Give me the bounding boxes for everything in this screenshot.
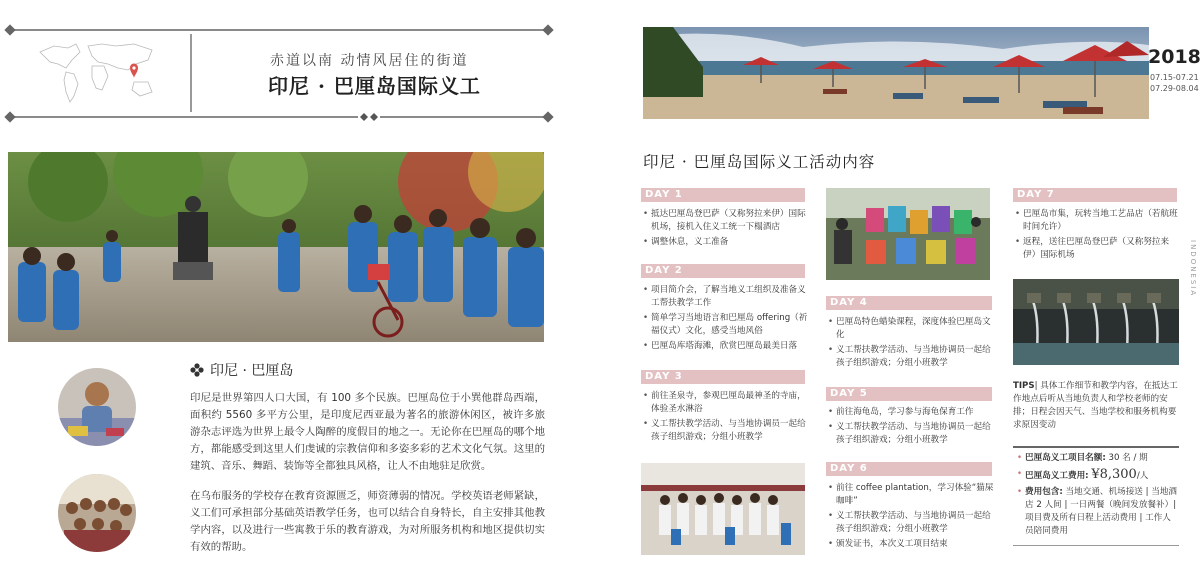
list-item: • 巴厘岛库塔海滩，欣赏巴厘岛最美日落 xyxy=(643,340,808,353)
day-5-label: DAY 5 xyxy=(826,387,992,401)
avatar-child-photo xyxy=(58,368,136,446)
list-item: • 前往 coffee plantation，学习体验“猫屎咖啡” xyxy=(828,482,994,508)
day-3-list xyxy=(643,390,808,446)
includes-value: 当地交通、机场接送 | 当地酒店 2 人间 | 一日两餐（晚间发放餐补）| 项目费及所有日程上活动费用 | 工作人员陪同费用 xyxy=(1025,487,1178,536)
day-5-list xyxy=(828,406,994,449)
section-title: 印尼 · 巴厘岛 xyxy=(210,363,294,379)
day-6-label: DAY 6 xyxy=(826,462,992,476)
list-item: • 项目简介会，了解当地义工组织及准备义工帮扶教学工作 xyxy=(643,284,808,310)
batik-paintings-photo xyxy=(826,188,990,280)
list-item: • 抵达巴厘岛登巴萨（又称努拉来伊）国际机场，接机入住义工统一下榻酒店 xyxy=(643,208,808,234)
date-range-2: 07.29-08.04 xyxy=(1150,84,1199,93)
flower-icon xyxy=(190,363,204,377)
day-7-label: DAY 7 xyxy=(1013,188,1177,202)
location-pin-icon xyxy=(130,64,138,79)
quota-value: 30 名 / 期 xyxy=(1108,453,1148,463)
tips-label: TIPS xyxy=(1013,381,1035,391)
list-item: • 义工帮扶教学活动、与当地协调员一起给孩子组织游戏；分组小班教学 xyxy=(828,510,994,536)
quota-label: 巴厘岛义工项目名额: xyxy=(1025,453,1106,463)
list-item: • 义工帮扶教学活动、与当地协调员一起给孩子组织游戏；分组小班教学 xyxy=(828,344,994,370)
beach-photo xyxy=(643,27,1149,119)
page-title: 印尼 · 巴厘岛国际义工 xyxy=(268,74,481,98)
list-item: • 简单学习当地语言和巴厘岛 offering（祈福仪式）文化，感受当地风俗 xyxy=(643,312,808,338)
rule-end-dot xyxy=(4,24,15,35)
right-page xyxy=(600,0,1204,563)
fee-value: ¥8,300 xyxy=(1091,467,1137,482)
world-map-icon xyxy=(36,38,162,108)
day-7-list xyxy=(1015,208,1181,264)
day-6-list xyxy=(828,482,994,553)
list-item: • 返程，送往巴厘岛登巴萨（又称努拉来伊）国际机场 xyxy=(1015,236,1181,262)
list-item: • 义工帮扶教学活动、与当地协调员一起给孩子组织游戏；分组小班教学 xyxy=(643,418,808,444)
list-item: • 前往圣泉寺，参观巴厘岛最神圣的寺庙，体验圣水淋浴 xyxy=(643,390,808,416)
day-3-label: DAY 3 xyxy=(641,370,805,384)
rule-end-dot xyxy=(542,111,553,122)
group-photo xyxy=(641,463,805,555)
year-label: 2018 xyxy=(1148,46,1201,68)
header-divider xyxy=(190,34,192,112)
header-bottom-rule xyxy=(8,116,550,118)
rule-end-dot xyxy=(542,24,553,35)
tips-text: | 具体工作细节和教学内容，在抵达工作地点后听从当地负责人和学校老师的安排；日程会因天气、当地学校和服务机构要求原因变动 xyxy=(1013,381,1178,430)
tips-note xyxy=(1013,380,1179,432)
day-2-list xyxy=(643,284,808,355)
day-2-label: DAY 2 xyxy=(641,264,805,278)
day-4-label: DAY 4 xyxy=(826,296,992,310)
list-item: • 巴厘岛市集，玩转当地工艺品店（若航班时间允许） xyxy=(1015,208,1181,234)
day-4-list xyxy=(828,316,994,372)
fee-label: 巴厘岛义工费用: xyxy=(1025,471,1089,481)
list-item: • 调整休息，义工准备 xyxy=(643,236,808,249)
day-1-list xyxy=(643,208,808,251)
date-ranges xyxy=(1150,72,1199,94)
project-info-box xyxy=(1013,446,1179,546)
vertical-country-label: INDONESIA xyxy=(1189,240,1197,298)
school-paragraph: 在乌布服务的学校存在教育资源匮乏，师资薄弱的情况。学校英语老师紧缺，义工们可承担部分基础英语教学任务，也可以结合自身特长，自主安排其他教学内容，以及进行一些寓教于乐的教育游戏，为对所服务机构和地区提供切实有效的帮助。 xyxy=(190,490,545,553)
quota-row xyxy=(1017,452,1179,465)
fee-row xyxy=(1017,468,1179,483)
rule-end-dot xyxy=(4,111,15,122)
list-item: • 前往海龟岛，学习参与海龟保育工作 xyxy=(828,406,994,419)
fee-unit: /人 xyxy=(1136,471,1149,481)
day-1-label: DAY 1 xyxy=(641,188,805,202)
list-item: • 义工帮扶教学活动、与当地协调员一起给孩子组织游戏；分组小班教学 xyxy=(828,421,994,447)
date-range-1: 07.15-07.21 xyxy=(1150,73,1199,82)
street-children-photo xyxy=(8,152,544,342)
ornament-icon xyxy=(358,112,380,122)
section-heading xyxy=(190,360,293,380)
itinerary-title: 印尼 · 巴厘岛国际义工活动内容 xyxy=(643,153,876,171)
list-item: • 颁发证书，本次义工项目结束 xyxy=(828,538,994,551)
includes-row xyxy=(1017,486,1179,538)
list-item: • 巴厘岛特色蜡染课程，深度体验巴厘岛文化 xyxy=(828,316,994,342)
left-page xyxy=(0,0,590,563)
includes-label: 费用包含: xyxy=(1025,487,1063,497)
header-top-rule xyxy=(8,29,550,31)
temple-fountain-photo xyxy=(1013,279,1179,365)
intro-paragraph: 印尼是世界第四人口大国，有 100 多个民族。巴厘岛位于小巽他群岛西端，面积约 5560 多平方公里，是印度尼西亚最为著名的旅游休闲区，被许多旅游杂志评选为世界上最令人陶醉的度假目的地之一。无论你在巴厘岛的哪个地方，都能感受到这里人们虔诚的宗教信仰和多姿多彩的艺术文化气氛。这里的建筑、音乐、舞蹈、装饰等全都独具风格，让人不由地驻足欣赏。 xyxy=(190,392,545,472)
avatar-volunteers-photo xyxy=(58,474,136,552)
page-slogan: 赤道以南 动情风居住的街道 xyxy=(270,53,469,69)
